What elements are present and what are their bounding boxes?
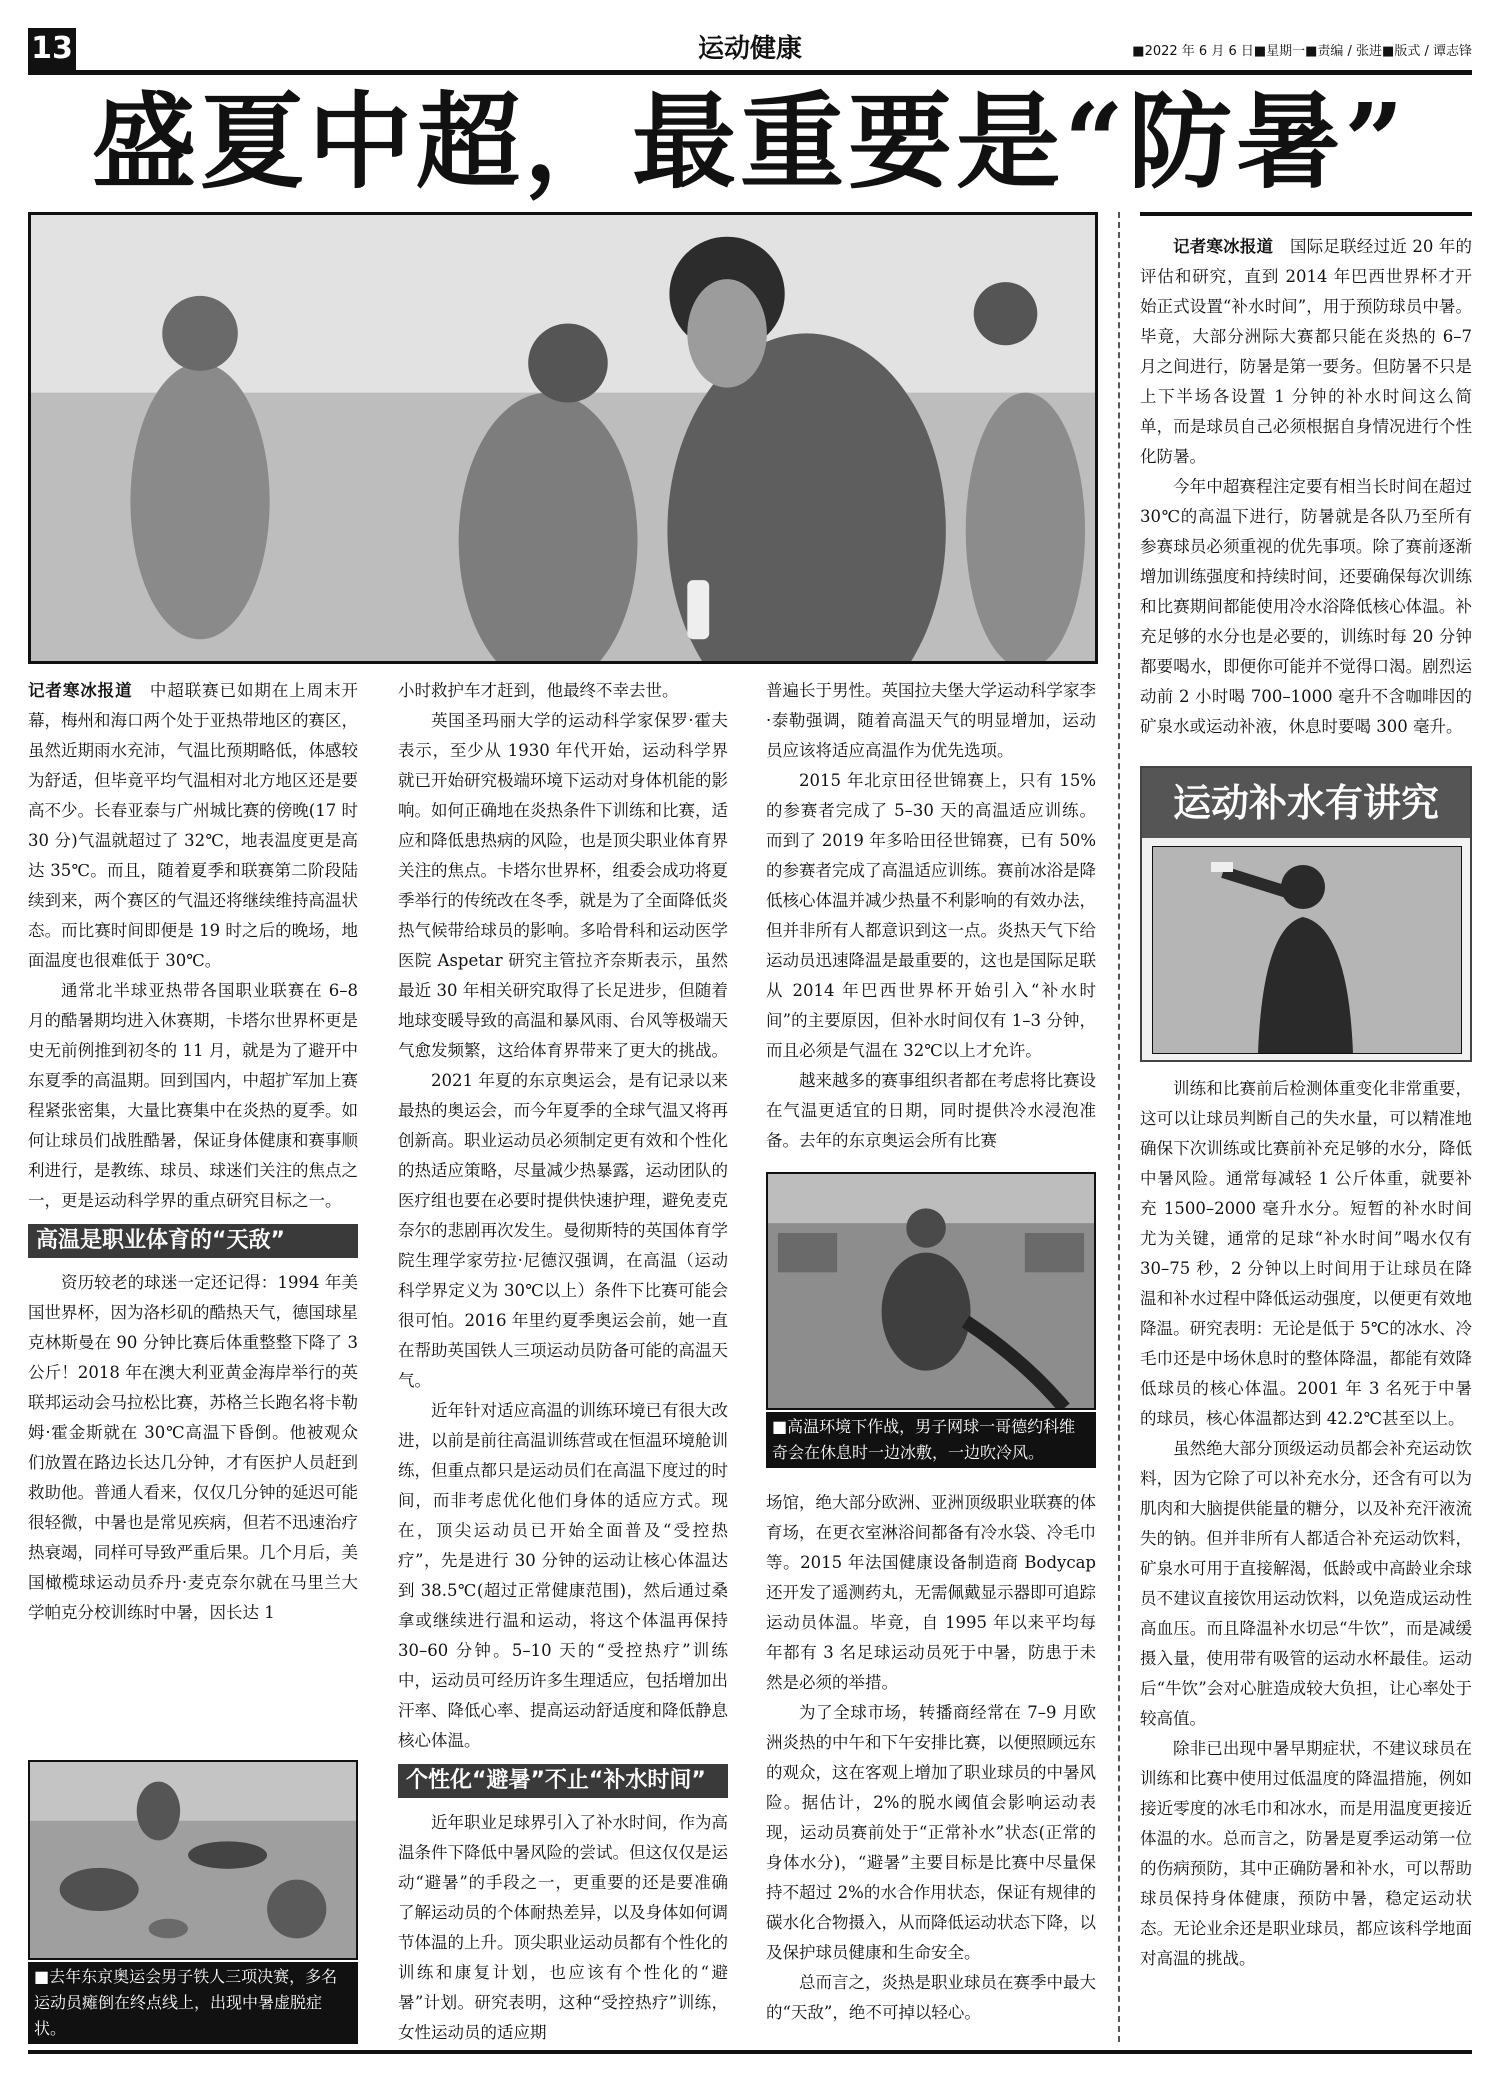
paragraph: 普遍长于男性。英国拉夫堡大学运动科学家李·泰勒强调，随着高温天气的明显增加，运动员应该将适应高温作为优先选项。 xyxy=(766,681,1096,760)
paragraph: 通常北半球亚热带各国职业联赛在 6–8 月的酷暑期均进入休赛期，卡塔尔世界杯更是史无前例推到初冬的 11 月，就是为了避开中东夏季的高温期。回到国内，中超扩军加上赛程紧张密集，大量比赛集中在炎热的夏季。如何让球员们战胜酷暑，保证身体健康和赛事顺利进行，是教练、球员、球迷们关注的焦点之一，更是运动科学界的重点研究目标之一。 xyxy=(28,981,358,1210)
byline: 记者寒冰报道 xyxy=(28,681,133,700)
paragraph: 2021 年夏的东京奥运会，是有记录以来最热的奥运会，而今年夏季的全球气温又将再创新高。职业运动员必须制定更有效和个性化的热适应策略，尽量减少热暴露，运动团队的医疗组也要在必要时提供快速护理，避免麦克奈尔的悲剧再次发生。曼彻斯特的英国体育学院生理学家劳拉·尼德汉强调，在高温（运动科学界定义为 30℃以上）条件下比赛可能会很可怕。2016 年里约夏季奥运会前，她一直在帮助英国铁人三项运动员防备可能的高温天气。 xyxy=(398,1071,728,1390)
photo-caption: ■去年东京奥运会男子铁人三项决赛，多名运动员瘫倒在终点线上，出现中暑虚脱症状。 xyxy=(28,1962,358,2044)
paragraph: 2015 年北京田径世锦赛上，只有 15% 的参赛者完成了 5–30 天的高温适应训练。而到了 2019 年多哈田径世锦赛，已有 50%的参赛者完成了高温适应训练。赛前冰浴是降低核心体温并减少热量不利影响的有效办法，但并非所有人都意识到这一点。炎热天气下给运动员迅速降温是最重要的，这也是国际足联从 2014 年巴西世界杯开始引入“补水时间”的主要原因，但补水时间仅有 1–3 分钟，而且必须是气温在 32℃以上才允许。 xyxy=(766,771,1096,1060)
paragraph: 小时救护车才赶到，他最终不幸去世。 xyxy=(398,681,679,700)
paragraph xyxy=(28,676,358,976)
soccer-players-drinking-photo xyxy=(31,215,1095,661)
tennis-photo xyxy=(766,1172,1096,1410)
paragraph: 英国圣玛丽大学的运动科学家保罗·霍夫表示，至少从 1930 年代开始，运动科学界就已开始研究极端环境下运动对身体机能的影响。如何正确地在炎热条件下训练和比赛，适应和降低患热病的风险，也是顶尖职业体育界关注的焦点。卡塔尔世界杯，组委会成功将夏季举行的传统改在冬季，就是为了全面降低炎热气候带给球员的影响。多哈骨科和运动医学医院 Aspetar 研究主管拉齐奈斯表示，虽然最近 30 年相关研究取得了长足进步，但随着地球变暖导致的高温和暴风雨、台风等极端天气愈发频繁，这给体育界带来了更大的挑战。 xyxy=(398,711,728,1060)
box-title: 运动补水有讲究 xyxy=(1142,768,1470,838)
section-title: 运动健康 xyxy=(697,34,802,64)
article-column-3-continued xyxy=(766,1488,1096,2028)
sidebar-top-rule xyxy=(1140,212,1472,216)
paragraph: 越来越多的赛事组织者都在考虑将比赛设在气温更适宜的日期，同时提供冷水浸泡准备。去年的东京奥运会所有比赛 xyxy=(766,1071,1096,1150)
main-headline: 盛夏中超，最重要是“防暑” xyxy=(92,80,1408,203)
column-divider xyxy=(1118,212,1120,2042)
paragraph: 近年针对适应高温的训练环境已有很大改进，以前是前往高温训练营或在恒温环境舱训练，但重点都只是运动员们在高温下度过的时间，而非考虑优化他们身体的适应方式。现在，顶尖运动员已开始全面普及“受控热疗”，先是进行 30 分钟的运动让核心体温达到 38.5℃(超过正常健康范围)，然后通过桑拿或继续进行温和运动，将这个体温再保持 30–60 分钟。5–10 天的“受控热疗”训练中，运动员可经历许多生理适应，包括增加出汗率、降低心率、提高运动舒适度和降低静息核心体温。 xyxy=(398,1401,728,1750)
paragraph: 虽然绝大部分顶级运动员都会补充运动饮料，因为它除了可以补充水分，还含有可以为肌肉和大脑提供能量的糖分，以及补充汗液流失的钠。但并非所有人都适合补充运动饮料，矿泉水可用于直接解渴，低龄或中高龄业余球员不建议直接饮用运动饮料，以免造成运动性高血压。而且降温补水切忌“牛饮”，而是减缓摄入量，使用带有吸管的运动水杯最佳。运动后“牛饮”会对心脏造成较大负担，让心率处于较高值。 xyxy=(1140,1439,1472,1728)
article-column-3 xyxy=(766,676,1096,1156)
tennis-player-cooling-photo xyxy=(768,1174,1094,1408)
article-column-2 xyxy=(398,676,728,2048)
paragraph: 为了全球市场，转播商经常在 7–9 月欧洲炎热的中午和下午安排比赛，以便照顾远东的观众，这在客观上增加了职业球员的中暑风险。据估计，2%的脱水阈值会影响运动表现，运动员赛前处于“正常补水”状态(正常的身体水分)，“避暑”主要目标是比赛中尽量保持不超过 2%的水合作用状态，保证有规律的碳水化合物摄入，从而降低运动状态下降，以及保护球员健康和生命安全。 xyxy=(766,1703,1096,1962)
article-column-1 xyxy=(28,676,358,1628)
paragraph: 近年职业足球界引入了补水时间，作为高温条件下降低中暑风险的尝试。但这仅仅是运动“避暑”的手段之一，更重要的还是要准确了解运动员的个体耐热差异，以及身体如何调节体温的上升。顶尖职业运动员都有个性化的训练和康复计划，也应该有个性化的“避暑”计划。研究表明，这种“受控热疗”训练，女性运动员的适应期 xyxy=(398,1813,728,2042)
paragraph: 今年中超赛程注定要有相当长时间在超过 30℃的高温下进行，防暑就是各队乃至所有参赛球员必须重视的优先事项。除了赛前逐渐增加训练强度和持续时间，还要确保每次训练和比赛期间都能使用冷水浴降低核心体温。补充足够的水分也是必要的，训练时每 20 分钟都要喝水，即便你可能并不觉得口渴。剧烈运动前 2 小时喝 700–1000 毫升不含咖啡因的矿泉水或运动补液，休息时要喝 300 毫升。 xyxy=(1140,477,1472,736)
paragraph xyxy=(1140,232,1472,472)
paragraph: 场馆，绝大部分欧洲、亚洲顶级职业联赛的体育场，在更衣室淋浴间都备有冷水袋、冷毛巾等。2015 年法国健康设备制造商 Bodycap 还开发了遥测药丸，无需佩戴显示器即可追踪运动员体温。毕竟，自 1995 年以来平均每年都有 3 名足球运动员死于中暑，防患于未然是必须的举措。 xyxy=(766,1493,1096,1692)
paragraph-text: 国际足联经过近 20 年的评估和研究，直到 2014 年巴西世界杯才开始正式设置“补水时间”，用于预防球员中暑。毕竟，大部分洲际大赛都只能在炎热的 6–7 月之间进行，防暑是第一要务。但防暑不只是上下半场各设置 1 分钟的补水时间这么简单，而是球员自己必须根据自身情况进行个性化防暑。 xyxy=(1140,237,1473,466)
paragraph: 资历较老的球迷一定还记得：1994 年美国世界杯，因为洛杉矶的酷热天气，德国球星克林斯曼在 90 分钟比赛后体重整整下降了 3 公斤！2018 年在澳大利亚黄金海岸举行的英联邦运动会马拉松比赛，苏格兰长跑名将卡勒姆·霍金斯就在 30℃高温下昏倒。他被观众们放置在路边长达几分钟，才有医护人员赶到救助他。普通人看来，仅仅几分钟的延迟可能很轻微，中暑也是常见疾病，但若不迅速治疗热衰竭，同样可导致严重后果。几个月后，美国橄榄球运动员乔丹·麦克奈尔就在马里兰大学帕克分校训练时中暑，因长达 1 xyxy=(28,1273,358,1622)
byline: 记者寒冰报道 xyxy=(1173,237,1274,256)
footer-rule xyxy=(28,2050,1472,2054)
article-column-4 xyxy=(1140,232,1472,742)
collapsed-athletes-photo xyxy=(30,1762,356,1958)
paragraph: 总而言之，炎热是职业球员在赛季中最大的“天敌”，绝不可掉以轻心。 xyxy=(766,1973,1096,2022)
article-column-4-continued xyxy=(1140,1074,1472,1974)
paragraph: 除非已出现中暑早期症状，不建议球员在训练和比赛中使用过低温度的降温措施，例如接近零度的冰毛巾和冰水，而是用温度更接近体温的水。总而言之，防暑是夏季运动第一位的伤病预防，其中正确防暑和补水，可以帮助球员保持身体健康，预防中暑，稳定运动状态。无论业余还是职业球员，都应该科学地面对高温的挑战。 xyxy=(1140,1739,1472,1968)
subheading: 个性化“避暑”不止“补水时间” xyxy=(398,1764,728,1798)
drinking-athlete-photo xyxy=(1152,846,1462,1054)
photo-caption: ■高温环境下作战，男子网球一哥德约科维奇会在休息时一边冰敷，一边吹冷风。 xyxy=(766,1412,1096,1468)
paragraph-text: 中超联赛已如期在上周末开幕，梅州和海口两个处于亚热带地区的赛区，虽然近期雨水充沛，气温比预期略低，体感较为舒适，但毕竟平均气温相对北方地区还是要高不少。长春亚泰与广州城比赛的傍晚(17 时 30 分)气温就超过了 32℃，地表温度更是高达 35℃。而且，随着夏季和联赛第二阶段陆续到来，两个赛区的气温还将继续维持高温状态。而比赛时间即便是 19 时之后的晚场，地面温度也很难低于 30℃。 xyxy=(28,681,359,970)
athlete-pouring-water-photo xyxy=(1153,847,1461,1053)
dateline: ■2022 年 6 月 6 日■星期一■责编 / 张进■版式 / 谭志锋 xyxy=(1132,44,1472,59)
page-number: 13 xyxy=(28,28,76,70)
hydration-box xyxy=(1140,766,1472,1062)
hero-photo xyxy=(28,212,1098,664)
triathlon-photo xyxy=(28,1760,358,1960)
header-rule xyxy=(28,70,1472,75)
subheading: 高温是职业体育的“天敌” xyxy=(28,1224,358,1258)
paragraph: 训练和比赛前后检测体重变化非常重要，这可以让球员判断自己的失水量，可以精准地确保下次训练或比赛前补充足够的水分，降低中暑风险。通常每减轻 1 公斤体重，就要补充 1500–2000 毫升水分。短暂的补水时间尤为关键，通常的足球“补水时间”喝水仅有 30–75 秒，2 分钟以上时间用于让球员在降温和补水过程中降低运动强度，以便更有效地降温。研究表明：无论是低于 5℃的冰水、冷毛巾还是中场休息时的整体降温，都能有效降低球员的核心体温。2001 年 3 名死于中暑的球员，核心体温都达到 42.2℃甚至以上。 xyxy=(1140,1079,1472,1428)
